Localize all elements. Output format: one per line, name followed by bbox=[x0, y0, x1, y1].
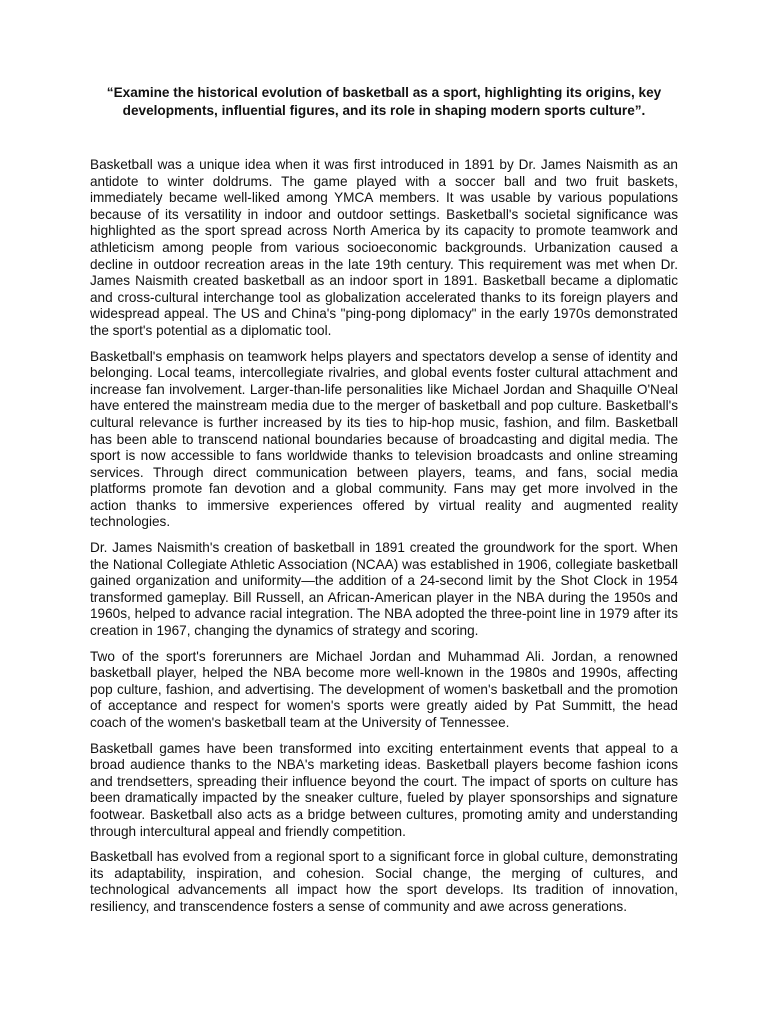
paragraph-6: Basketball has evolved from a regional sport to a significant force in global culture, demonstrating its adaptability, inspiration, and cohesion. Social change, the merging of cultures, and technological advancements all impact how the sport develops. Its tradition of innovation, resiliency, and transcendence fosters a sense of community and awe across generations. bbox=[90, 849, 678, 914]
paragraph-1: Basketball was a unique idea when it was first introduced in 1891 by Dr. James Naismith as an antidote to winter doldrums. The game played with a soccer ball and two fruit baskets, immediately became well-liked among YMCA members. It was usable by various populations because of its versatility in indoor and outdoor settings. Basketball's societal significance was highlighted as the sport spread across North America by its capacity to promote teamwork and athleticism among people from various socioeconomic backgrounds. Urbanization caused a decline in outdoor recreation areas in the late 19th century. This requirement was met when Dr. James Naismith created basketball as an indoor sport in 1891. Basketball became a diplomatic and cross-cultural interchange tool as globalization accelerated thanks to its foreign players and widespread appeal. The US and China's "ping-pong diplomacy" in the early 1970s demonstrated the sport's potential as a diplomatic tool. bbox=[90, 157, 678, 338]
paragraph-4: Two of the sport's forerunners are Michael Jordan and Muhammad Ali. Jordan, a renowned basketball player, helped the NBA become more well-known in the 1980s and 1990s, affecting pop culture, fashion, and advertising. The development of women's basketball and the promotion of acceptance and respect for women's sports were greatly aided by Pat Summitt, the head coach of the women's basketball team at the University of Tennessee. bbox=[90, 648, 678, 730]
essay-title: “Examine the historical evolution of basketball as a sport, highlighting its origins, key developments, influential figures, and its role in shaping modern sports culture”. bbox=[106, 85, 662, 118]
paragraph-2: Basketball's emphasis on teamwork helps players and spectators develop a sense of identity and belonging. Local teams, intercollegiate rivalries, and global events foster cultural attachment and increase fan involvement. Larger-than-life personalities like Michael Jordan and Shaquille O'Neal have entered the mainstream media due to the merger of basketball and pop culture. Basketball's cultural relevance is further increased by its ties to hip-hop music, fashion, and film. Basketball has been able to transcend national boundaries because of broadcasting and digital media. The sport is now accessible to fans worldwide thanks to television broadcasts and online streaming services. Through direct communication between players, teams, and fans, social media platforms promote fan devotion and a global community. Fans may get more involved in the action thanks to immersive experiences offered by virtual reality and augmented reality technologies. bbox=[90, 348, 678, 530]
paragraph-5: Basketball games have been transformed into exciting entertainment events that appeal to a broad audience thanks to the NBA's marketing ideas. Basketball players become fashion icons and trendsetters, spreading their influence beyond the court. The impact of sports on culture has been dramatically impacted by the sneaker culture, fueled by player sponsorships and signature footwear. Basketball also acts as a bridge between cultures, promoting amity and understanding through intercultural appeal and friendly competition. bbox=[90, 740, 678, 839]
paragraph-3: Dr. James Naismith's creation of basketball in 1891 created the groundwork for the sport. When the National Collegiate Athletic Association (NCAA) was established in 1906, collegiate basketball gained organization and uniformity—the addition of a 24-second limit by the Shot Clock in 1954 transformed gameplay. Bill Russell, an African-American player in the NBA during the 1950s and 1960s, helped to advance racial integration. The NBA adopted the three-point line in 1979 after its creation in 1967, changing the dynamics of strategy and scoring. bbox=[90, 540, 678, 639]
